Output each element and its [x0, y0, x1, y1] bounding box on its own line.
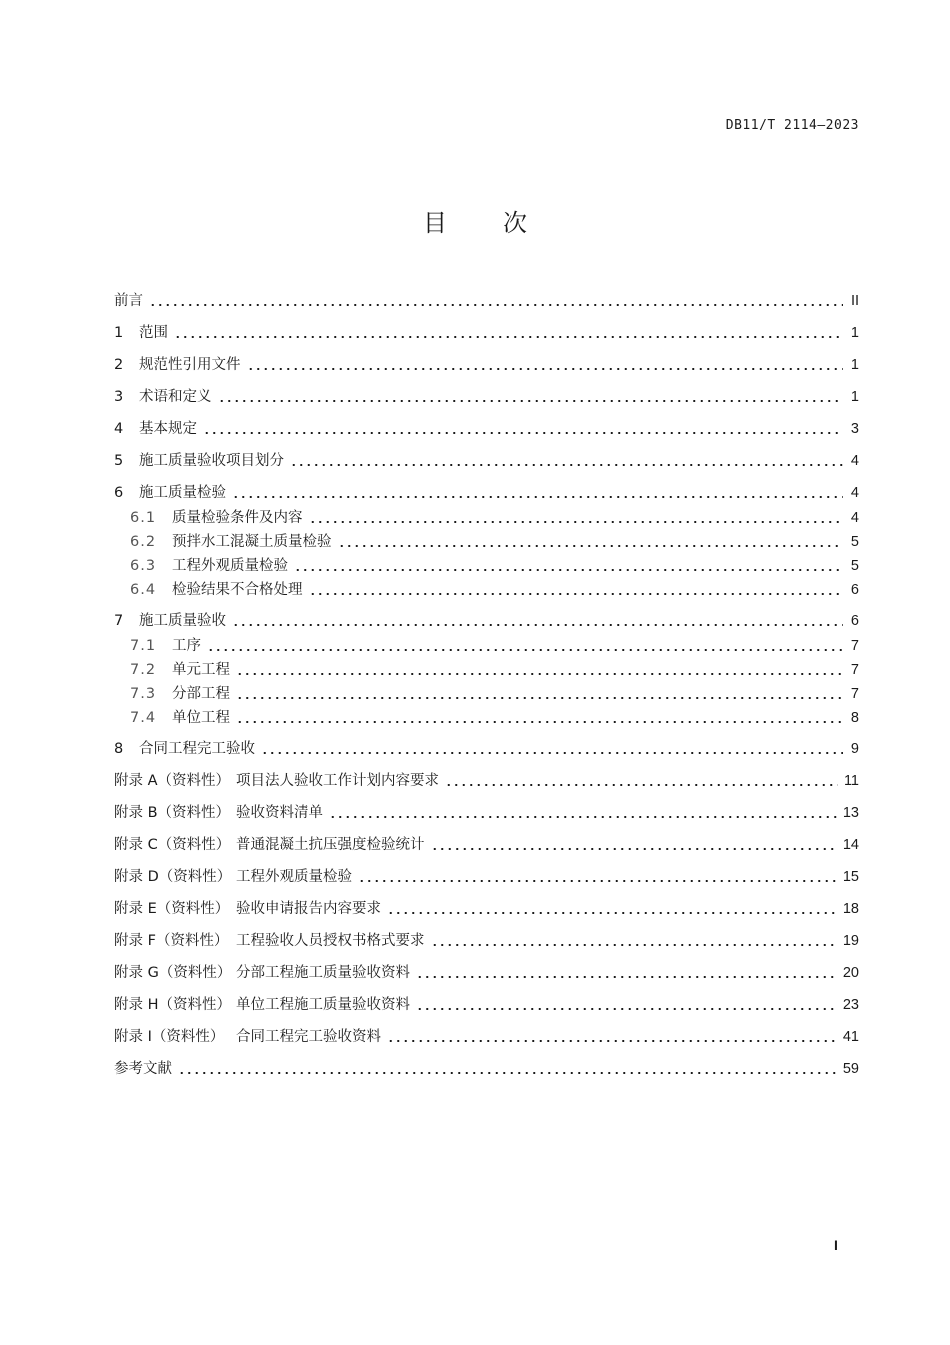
appendix-title: 合同工程完工验收资料 [236, 1029, 381, 1045]
appendix-label: 附录 H（资料性） [114, 997, 232, 1013]
page-title: 目次 [423, 209, 583, 237]
toc-page: 8 [850, 710, 859, 726]
appendix-title: 工程外观质量检验 [236, 869, 352, 885]
leader-dots [261, 752, 843, 754]
toc-page: II [850, 293, 859, 309]
toc-number: 6.1 [130, 510, 157, 526]
toc-number: 6 [114, 485, 124, 501]
leader-dots [236, 673, 843, 675]
toc-appendix-entry[interactable] [114, 832, 859, 854]
toc-page: 41 [842, 1029, 859, 1045]
leader-dots [416, 1008, 837, 1010]
toc-page: 1 [850, 325, 859, 341]
appendix-title: 分部工程施工质量验收资料 [236, 965, 410, 981]
toc-page: 4 [850, 485, 859, 501]
leader-dots [431, 944, 837, 946]
leader-dots [207, 649, 843, 651]
toc-page: 7 [850, 662, 859, 678]
toc-page: 23 [842, 997, 859, 1013]
leader-dots [416, 976, 837, 978]
toc-subentry[interactable] [114, 633, 859, 655]
toc-subentry[interactable] [114, 577, 859, 599]
toc-label: 分部工程 [172, 686, 230, 702]
toc-label: 施工质量验收项目划分 [139, 453, 284, 469]
toc-page: 1 [850, 389, 859, 405]
toc-page: 6 [850, 582, 859, 598]
appendix-label: 附录 A（资料性） [114, 773, 231, 789]
toc-subentry[interactable] [114, 553, 859, 575]
toc-label: 施工质量检验 [139, 485, 226, 501]
toc-number: 2 [114, 357, 124, 373]
appendix-label: 附录 C（资料性） [114, 837, 231, 853]
toc-label: 基本规定 [139, 421, 197, 437]
toc-entry[interactable] [114, 480, 859, 502]
toc-appendix-entry[interactable] [114, 800, 859, 822]
toc-page: 7 [850, 686, 859, 702]
toc-page: 7 [850, 638, 859, 654]
toc-subentry[interactable] [114, 529, 859, 551]
toc-page: 18 [842, 901, 859, 917]
toc-page: 1 [850, 357, 859, 373]
toc-label: 规范性引用文件 [139, 357, 241, 373]
toc-page: 19 [842, 933, 859, 949]
toc-number: 6.4 [130, 582, 157, 598]
appendix-label: 附录 E（资料性） [114, 901, 230, 917]
appendix-label: 附录 I（资料性） [114, 1029, 225, 1045]
toc-label: 单位工程 [172, 710, 230, 726]
toc-label: 检验结果不合格处理 [172, 582, 303, 598]
toc-page: 20 [842, 965, 859, 981]
toc-number: 5 [114, 453, 124, 469]
toc-entry[interactable] [114, 384, 859, 406]
toc-subentry[interactable] [114, 705, 859, 727]
leader-dots [309, 521, 844, 523]
toc-number: 6.2 [130, 534, 157, 550]
leader-dots [290, 464, 843, 466]
toc-label: 术语和定义 [139, 389, 212, 405]
toc-number: 4 [114, 421, 124, 437]
toc-page: 15 [842, 869, 859, 885]
toc-page: 3 [850, 421, 859, 437]
toc-number: 7.3 [130, 686, 157, 702]
leader-dots [178, 1072, 837, 1074]
leader-dots [218, 400, 844, 402]
appendix-title: 普通混凝土抗压强度检验统计 [236, 837, 425, 853]
toc-page: 14 [842, 837, 859, 853]
toc-number: 8 [114, 741, 124, 757]
toc-label: 工程外观质量检验 [172, 558, 288, 574]
toc-label: 参考文献 [114, 1061, 172, 1077]
leader-dots [387, 912, 837, 914]
toc-number: 7.2 [130, 662, 157, 678]
toc-page: 5 [850, 534, 859, 550]
appendix-label: 附录 B（资料性） [114, 805, 231, 821]
leader-dots [358, 880, 837, 882]
toc-appendix-entry[interactable] [114, 992, 859, 1014]
toc-appendix-entry[interactable] [114, 960, 859, 982]
toc-number: 6.3 [130, 558, 157, 574]
toc-page: 59 [842, 1061, 859, 1077]
toc-label: 范围 [139, 325, 168, 341]
toc-page: 5 [850, 558, 859, 574]
document-code: DB11/T 2114—2023 [725, 118, 859, 133]
leader-dots [338, 545, 844, 547]
toc-number: 7 [114, 613, 124, 629]
appendix-title: 验收资料清单 [236, 805, 323, 821]
toc-label: 单元工程 [172, 662, 230, 678]
leader-dots [232, 624, 843, 626]
toc-appendix-entry[interactable] [114, 864, 859, 886]
appendix-title: 工程验收人员授权书格式要求 [236, 933, 425, 949]
page-number: I [834, 1237, 838, 1253]
appendix-title: 验收申请报告内容要求 [236, 901, 381, 917]
toc-entry-references[interactable] [114, 1056, 859, 1078]
leader-dots [232, 496, 843, 498]
appendix-title: 单位工程施工质量验收资料 [236, 997, 410, 1013]
toc-subentry[interactable] [114, 505, 859, 527]
leader-dots [149, 304, 843, 306]
leader-dots [203, 432, 843, 434]
toc-entry[interactable] [114, 608, 859, 630]
toc-appendix-entry[interactable] [114, 768, 859, 790]
toc-page: 11 [843, 773, 859, 789]
toc-appendix-entry[interactable] [114, 1024, 859, 1046]
toc-number: 3 [114, 389, 124, 405]
toc-label: 工序 [172, 638, 201, 654]
toc-entry[interactable] [114, 736, 859, 758]
appendix-label: 附录 D（资料性） [114, 869, 232, 885]
leader-dots [236, 721, 843, 723]
toc-appendix-entry[interactable] [114, 928, 859, 950]
toc-label: 前言 [114, 293, 143, 309]
toc-page: 13 [842, 805, 859, 821]
leader-dots [445, 784, 838, 786]
leader-dots [309, 593, 844, 595]
toc-entry[interactable] [114, 320, 859, 342]
toc-number: 7.4 [130, 710, 157, 726]
toc-label: 预拌水工混凝土质量检验 [172, 534, 332, 550]
toc-number: 7.1 [130, 638, 157, 654]
toc-entry[interactable] [114, 416, 859, 438]
leader-dots [329, 816, 837, 818]
toc-label: 施工质量验收 [139, 613, 226, 629]
leader-dots [387, 1040, 837, 1042]
toc-page: 6 [850, 613, 859, 629]
appendix-title: 项目法人验收工作计划内容要求 [236, 773, 439, 789]
toc-subentry[interactable] [114, 681, 859, 703]
toc-page: 4 [850, 453, 859, 469]
leader-dots [294, 569, 843, 571]
toc-entry-foreword[interactable] [114, 288, 859, 310]
toc-entry[interactable] [114, 352, 859, 374]
toc-page: 9 [850, 741, 859, 757]
leader-dots [174, 336, 843, 338]
toc-number: 1 [114, 325, 124, 341]
leader-dots [236, 697, 843, 699]
toc-label: 质量检验条件及内容 [172, 510, 303, 526]
toc-page: 4 [850, 510, 859, 526]
toc-entry[interactable] [114, 448, 859, 470]
leader-dots [431, 848, 837, 850]
toc-label: 合同工程完工验收 [139, 741, 255, 757]
toc-appendix-entry[interactable] [114, 896, 859, 918]
leader-dots [247, 368, 844, 370]
toc-subentry[interactable] [114, 657, 859, 679]
appendix-label: 附录 G（资料性） [114, 965, 232, 981]
appendix-label: 附录 F（资料性） [114, 933, 229, 949]
